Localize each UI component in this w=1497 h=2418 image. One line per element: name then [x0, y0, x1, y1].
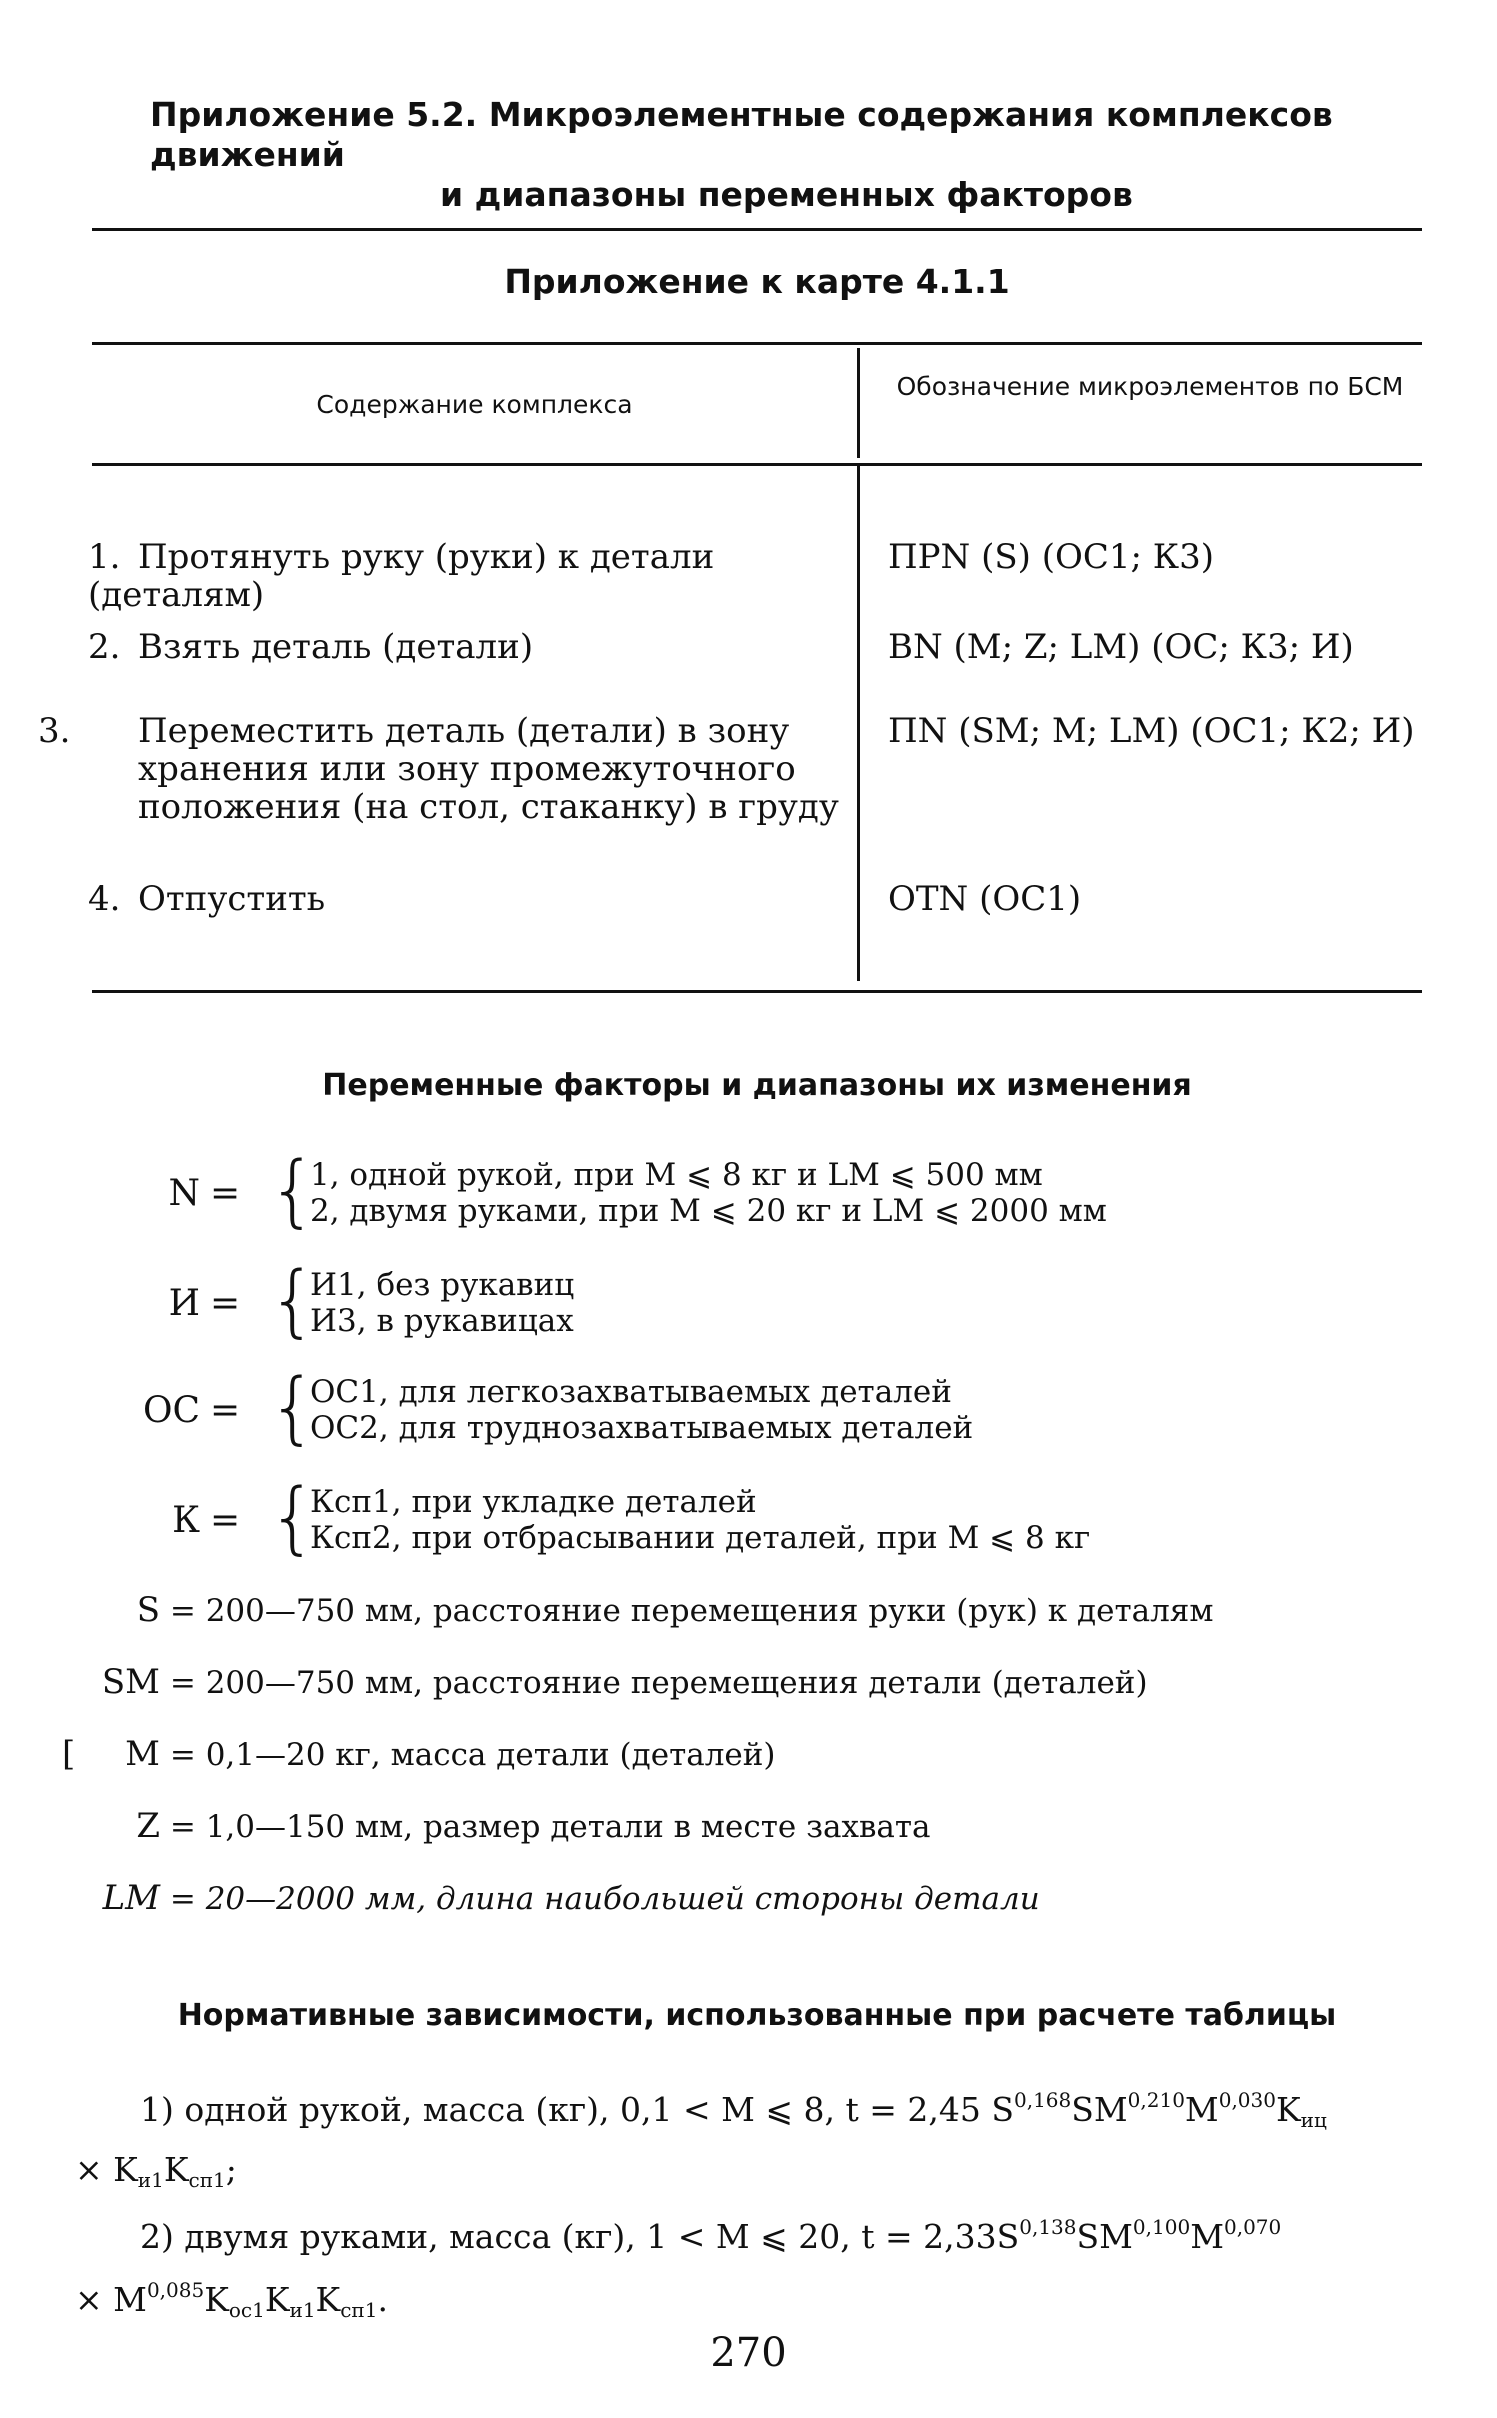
- param-symbol: Z: [136, 1806, 160, 1846]
- equals-sign: =: [210, 1390, 241, 1431]
- param-text: = 200—750 мм, расстояние перемещения руки (рук) к деталям: [169, 1593, 1214, 1629]
- param-text: = 200—750 мм, расстояние перемещения детали (деталей): [169, 1665, 1148, 1701]
- table-row-4-code: OTN (ОС1): [888, 879, 1082, 919]
- factor-symbol: К: [172, 1500, 200, 1541]
- factor-n: [70, 1146, 1450, 1236]
- table-row-2-code: BN (M; Z; LM) (ОС; К3; И): [888, 627, 1354, 667]
- factors-title: Переменные факторы и диапазоны их изменения: [322, 1068, 1192, 1103]
- param-s: [70, 1590, 1450, 1630]
- param-lm: [70, 1878, 1450, 1918]
- left-brace: {: [268, 1256, 318, 1346]
- table-caption: Приложение к карте 4.1.1: [504, 262, 1010, 301]
- param-sm: [70, 1662, 1450, 1702]
- formula-one-hand-cont: × $K_{и1}K_{cп1}$;: [75, 2150, 237, 2192]
- equals-sign: =: [210, 1173, 241, 1214]
- left-brace: {: [268, 1473, 318, 1563]
- factor-option: И1, без рукавиц: [310, 1267, 575, 1303]
- param-symbol: M: [125, 1734, 160, 1774]
- factor-k: [70, 1473, 1450, 1563]
- table-row-4-content: 4. Отпустить: [88, 879, 326, 919]
- factor-option: ОС2, для труднозахватываемых деталей: [310, 1410, 974, 1446]
- param-text: = 1,0—150 мм, размер детали в месте захвата: [169, 1809, 931, 1845]
- page-number: 270: [710, 2330, 787, 2376]
- param-text: = 20—2000 мм, длина наибольшей стороны детали: [169, 1881, 1040, 1917]
- param-m: [62, 1734, 1450, 1774]
- equals-sign: =: [210, 1283, 241, 1324]
- factor-option: Кcп2, при отбрасывании деталей, при M ⩽ 8 кг: [310, 1520, 1091, 1556]
- table-row-3-content: 3. Переместить деталь (детали) в зону хранения или зону промежуточного положения (на стол, стаканку) в груду: [38, 711, 839, 827]
- col-header-code: Обозначение микроэлементов по БСМ: [896, 372, 1404, 401]
- factor-option: 1, одной рукой, при M ⩽ 8 кг и LM ⩽ 500 мм: [310, 1157, 1043, 1193]
- formula-two-hands: 2) двумя руками, масса (кг), 1 < M ⩽ 20, $t = 2,33S^{0,138}SM^{0,100}M^{0,070}$: [140, 2215, 1282, 2256]
- heading-line-1: Приложение 5.2. Микроэлементные содержания комплексов движений: [150, 95, 1333, 174]
- factor-option: 2, двумя руками, при M ⩽ 20 кг и LM ⩽ 2000 мм: [310, 1193, 1107, 1229]
- appendix-heading: [150, 95, 1410, 215]
- param-symbol: LM: [102, 1878, 160, 1918]
- table-row-2-content: 2. Взять деталь (детали): [88, 627, 534, 667]
- equals-sign: =: [210, 1500, 241, 1541]
- col-header-content: Содержание комплекса: [316, 390, 633, 419]
- formula-two-hands-cont: × $M^{0,085}K_{ос1}K_{и1}K_{cп1}$.: [75, 2278, 388, 2322]
- table-top-rule: [92, 228, 1422, 231]
- factor-symbol: N: [168, 1173, 200, 1214]
- param-text: = 0,1—20 кг, масса детали (деталей): [169, 1737, 776, 1773]
- table-row-3-code: ПN (SM; M; LM) (ОС1; К2; И): [888, 711, 1415, 751]
- left-brace: {: [268, 1363, 318, 1453]
- dependencies-title: Нормативные зависимости, использованные при расчете таблицы: [177, 1998, 1337, 2033]
- heading-line-2: и диапазоны переменных факторов: [440, 175, 1133, 214]
- table-bottom-rule: [92, 990, 1422, 993]
- param-z: [70, 1806, 1450, 1846]
- factor-i: [70, 1256, 1450, 1346]
- factor-option: ОС1, для легкозахватываемых деталей: [310, 1374, 952, 1410]
- header-top-rule: [92, 342, 1422, 345]
- factor-option: И3, в рукавицах: [310, 1303, 574, 1339]
- table-row-1-code: ПPN (S) (ОС1; К3): [888, 537, 1214, 577]
- header-bottom-rule: [92, 463, 1422, 466]
- factor-symbol: ОС: [142, 1390, 200, 1431]
- margin-bracket: [: [62, 1734, 76, 1774]
- table-row-1-content: 1. Протянуть руку (руки) к детали (деталям): [88, 537, 715, 615]
- formula-one-hand: 1) одной рукой, масса (кг), 0,1 < M ⩽ 8, t = 2,45 $S^{0,168}SM^{0,210}M^{0,030}K_{иц}$: [140, 2088, 1327, 2132]
- header-column-divider: [857, 348, 860, 458]
- factor-symbol: И: [168, 1283, 200, 1324]
- param-symbol: S: [136, 1590, 160, 1630]
- left-brace: {: [268, 1146, 318, 1236]
- factor-option: Кcп1, при укладке деталей: [310, 1484, 757, 1520]
- param-symbol: SM: [101, 1662, 160, 1702]
- factor-oc: [70, 1363, 1450, 1453]
